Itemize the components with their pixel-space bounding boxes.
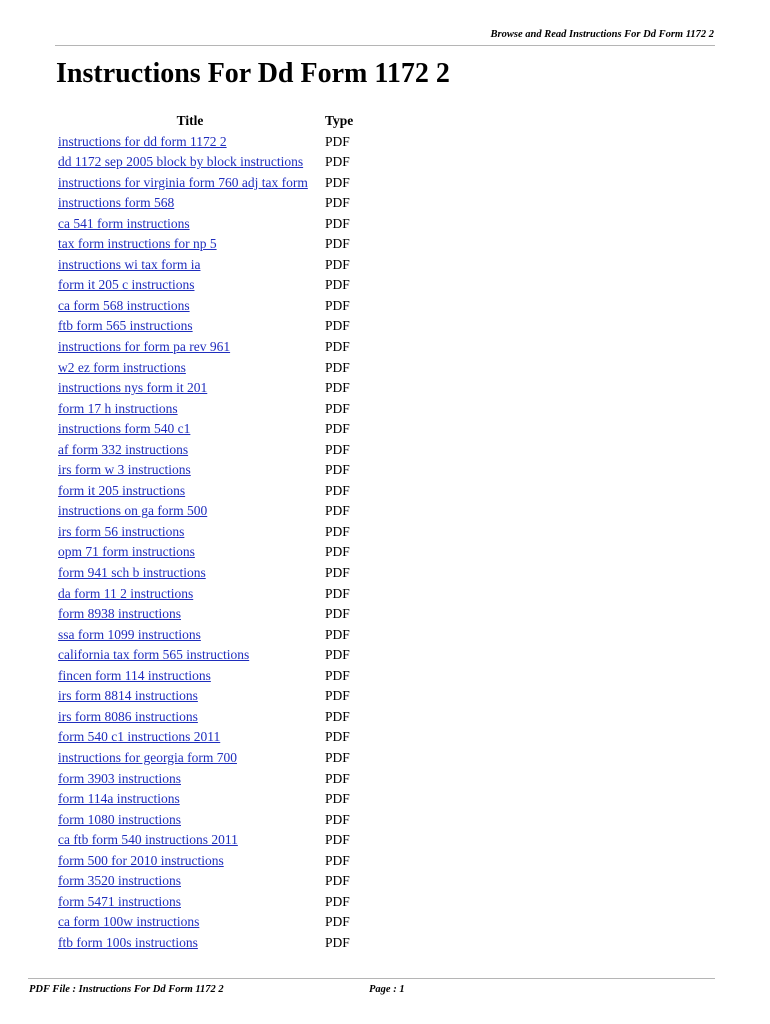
table-cell-type: PDF <box>325 647 350 663</box>
table-cell-type: PDF <box>325 832 350 848</box>
table-cell-type: PDF <box>325 667 350 683</box>
table-cell-title <box>56 625 324 646</box>
table-cell-title <box>56 378 324 399</box>
column-header-type: Type <box>325 113 354 128</box>
document-link[interactable]: ca form 568 instructions <box>58 297 190 313</box>
table-row <box>56 234 353 255</box>
table-cell-title <box>56 132 324 153</box>
table-cell-title <box>56 686 324 707</box>
table-row <box>56 378 353 399</box>
table-cell-type: PDF <box>325 523 350 539</box>
table-cell-title <box>56 358 324 379</box>
document-link[interactable]: instructions form 540 c1 <box>58 421 191 437</box>
table-cell-title <box>56 481 324 502</box>
table-cell-title <box>56 460 324 481</box>
table-cell-type: PDF <box>325 339 350 355</box>
table-cell-title <box>56 296 324 317</box>
table-cell-title <box>56 173 324 194</box>
document-link[interactable]: form 540 c1 instructions 2011 <box>58 729 221 745</box>
table-row <box>56 255 353 276</box>
table-cell-type: PDF <box>325 421 350 437</box>
table-cell-type: PDF <box>325 215 350 231</box>
document-link[interactable]: form it 205 instructions <box>58 482 186 498</box>
table-row <box>56 748 353 769</box>
table-cell-type: PDF <box>325 708 350 724</box>
table-row <box>56 645 353 666</box>
table-cell-title <box>56 830 324 851</box>
table-cell-type: PDF <box>325 133 350 149</box>
document-link[interactable]: irs form w 3 instructions <box>58 462 191 478</box>
table-row <box>56 810 353 831</box>
table-cell-title <box>56 255 324 276</box>
document-link[interactable]: form 17 h instructions <box>58 400 178 416</box>
table-cell-title <box>56 542 324 563</box>
table-row <box>56 933 353 954</box>
table-cell-title <box>56 214 324 235</box>
table-cell-title <box>56 234 324 255</box>
table-row <box>56 296 353 317</box>
table-cell-type: PDF <box>325 893 350 909</box>
table-cell-type: PDF <box>325 688 350 704</box>
table-cell-type: PDF <box>325 770 350 786</box>
table-header-row <box>56 111 353 132</box>
table-cell-title <box>56 769 324 790</box>
document-link[interactable]: af form 332 instructions <box>58 441 189 457</box>
document-link[interactable]: instructions for dd form 1172 2 <box>58 133 227 149</box>
document-link[interactable]: instructions form 568 <box>58 195 175 211</box>
table-row <box>56 727 353 748</box>
table-row <box>56 173 353 194</box>
table-cell-title <box>56 563 324 584</box>
table-cell-title <box>56 871 324 892</box>
table-cell-type: PDF <box>325 729 350 745</box>
document-link[interactable]: form 3903 instructions <box>58 770 181 786</box>
document-table <box>56 111 353 953</box>
table-cell-title <box>56 275 324 296</box>
table-cell-type: PDF <box>325 462 350 478</box>
document-link[interactable]: instructions on ga form 500 <box>58 503 208 519</box>
document-link[interactable]: ca 541 form instructions <box>58 215 190 231</box>
table-cell-title <box>56 645 324 666</box>
table-cell-title <box>56 912 324 933</box>
footer-file-label: PDF File : Instructions For Dd Form 1172 2 <box>29 984 224 995</box>
document-link[interactable]: w2 ez form instructions <box>58 359 186 375</box>
table-cell-type: PDF <box>325 154 350 170</box>
table-row <box>56 912 353 933</box>
table-cell-type: PDF <box>325 585 350 601</box>
table-cell-title <box>56 193 324 214</box>
table-cell-type: PDF <box>325 380 350 396</box>
table-row <box>56 460 353 481</box>
table-cell-title <box>56 707 324 728</box>
table-cell-title <box>56 337 324 358</box>
table-cell-title <box>56 666 324 687</box>
document-link[interactable]: da form 11 2 instructions <box>58 585 194 601</box>
table-cell-type: PDF <box>325 195 350 211</box>
table-cell-type: PDF <box>325 544 350 560</box>
table-cell-type: PDF <box>325 811 350 827</box>
table-cell-type: PDF <box>325 482 350 498</box>
table-row <box>56 481 353 502</box>
table-cell-type: PDF <box>325 749 350 765</box>
table-row <box>56 542 353 563</box>
table-row <box>56 501 353 522</box>
footer-divider <box>28 978 715 979</box>
table-row <box>56 419 353 440</box>
document-link[interactable]: fincen form 114 instructions <box>58 667 211 683</box>
document-link[interactable]: form 5471 instructions <box>58 893 181 909</box>
table-row <box>56 707 353 728</box>
document-link[interactable]: form 3520 instructions <box>58 873 181 889</box>
document-link[interactable]: ssa form 1099 instructions <box>58 626 201 642</box>
table-cell-title <box>56 748 324 769</box>
table-cell-type: PDF <box>325 565 350 581</box>
table-cell-title <box>56 399 324 420</box>
document-link[interactable]: form 1080 instructions <box>58 811 181 827</box>
document-link[interactable]: irs form 56 instructions <box>58 523 185 539</box>
table-cell-type: PDF <box>325 441 350 457</box>
table-row <box>56 193 353 214</box>
document-link[interactable]: instructions for georgia form 700 <box>58 749 237 765</box>
table-row <box>56 214 353 235</box>
table-cell-title <box>56 727 324 748</box>
document-link[interactable]: instructions for virginia form 760 adj tax form <box>58 174 308 190</box>
table-cell-type: PDF <box>325 606 350 622</box>
table-cell-title <box>56 522 324 543</box>
header-divider <box>55 45 715 46</box>
document-link[interactable]: form 114a instructions <box>58 791 180 807</box>
table-row <box>56 892 353 913</box>
table-cell-type: PDF <box>325 400 350 416</box>
table-cell-type: PDF <box>325 174 350 190</box>
table-cell-title <box>56 810 324 831</box>
table-row <box>56 830 353 851</box>
table-cell-type: PDF <box>325 297 350 313</box>
table-cell-title <box>56 501 324 522</box>
table-cell-title <box>56 892 324 913</box>
table-cell-type: PDF <box>325 256 350 272</box>
table-row <box>56 358 353 379</box>
table-cell-type: PDF <box>325 318 350 334</box>
table-cell-type: PDF <box>325 934 350 950</box>
document-link[interactable]: dd 1172 sep 2005 block by block instructions <box>58 154 304 170</box>
table-row <box>56 337 353 358</box>
document-link[interactable]: ca form 100w instructions <box>58 914 200 930</box>
table-row <box>56 769 353 790</box>
table-cell-type: PDF <box>325 852 350 868</box>
document-link[interactable]: irs form 8814 instructions <box>58 688 198 704</box>
table-cell-title <box>56 604 324 625</box>
table-row <box>56 666 353 687</box>
table-cell-title <box>56 789 324 810</box>
table-cell-title <box>56 584 324 605</box>
table-row <box>56 604 353 625</box>
table-cell-title <box>56 933 324 954</box>
document-link[interactable]: tax form instructions for np 5 <box>58 236 217 252</box>
table-row <box>56 440 353 461</box>
table-row <box>56 851 353 872</box>
table-row <box>56 789 353 810</box>
table-cell-type: PDF <box>325 914 350 930</box>
document-link[interactable]: form it 205 c instructions <box>58 277 195 293</box>
document-link[interactable]: form 500 for 2010 instructions <box>58 852 224 868</box>
document-link[interactable]: california tax form 565 instructions <box>58 647 250 663</box>
table-row <box>56 686 353 707</box>
table-row <box>56 871 353 892</box>
table-row <box>56 132 353 153</box>
table-row <box>56 625 353 646</box>
table-row <box>56 152 353 173</box>
table-cell-type: PDF <box>325 359 350 375</box>
table-cell-title <box>56 316 324 337</box>
table-row <box>56 522 353 543</box>
document-link[interactable]: ftb form 565 instructions <box>58 318 193 334</box>
table-cell-type: PDF <box>325 277 350 293</box>
document-link[interactable]: instructions wi tax form ia <box>58 256 201 272</box>
table-row <box>56 399 353 420</box>
column-header-title: Title <box>176 113 204 128</box>
table-cell-type: PDF <box>325 626 350 642</box>
document-link[interactable]: ftb form 100s instructions <box>58 934 198 950</box>
table-cell-type: PDF <box>325 873 350 889</box>
table-row <box>56 316 353 337</box>
document-link[interactable]: ca ftb form 540 instructions 2011 <box>58 832 238 848</box>
document-link[interactable]: instructions for form pa rev 961 <box>58 339 231 355</box>
document-link[interactable]: form 8938 instructions <box>58 606 181 622</box>
table-cell-title <box>56 440 324 461</box>
table-cell-title <box>56 152 324 173</box>
document-link[interactable]: opm 71 form instructions <box>58 544 195 560</box>
table-cell-title <box>56 851 324 872</box>
page-title: Instructions For Dd Form 1172 2 <box>56 58 450 89</box>
table-row <box>56 584 353 605</box>
footer-page-number: Page : 1 <box>369 984 405 995</box>
table-row <box>56 563 353 584</box>
running-header: Browse and Read Instructions For Dd Form 1172 2 <box>490 29 714 40</box>
table-cell-type: PDF <box>325 503 350 519</box>
table-cell-type: PDF <box>325 791 350 807</box>
document-link[interactable]: form 941 sch b instructions <box>58 565 206 581</box>
table-cell-title <box>56 419 324 440</box>
document-link[interactable]: instructions nys form it 201 <box>58 380 208 396</box>
table-body <box>56 132 353 954</box>
table-cell-type: PDF <box>325 236 350 252</box>
table-row <box>56 275 353 296</box>
document-link[interactable]: irs form 8086 instructions <box>58 708 198 724</box>
